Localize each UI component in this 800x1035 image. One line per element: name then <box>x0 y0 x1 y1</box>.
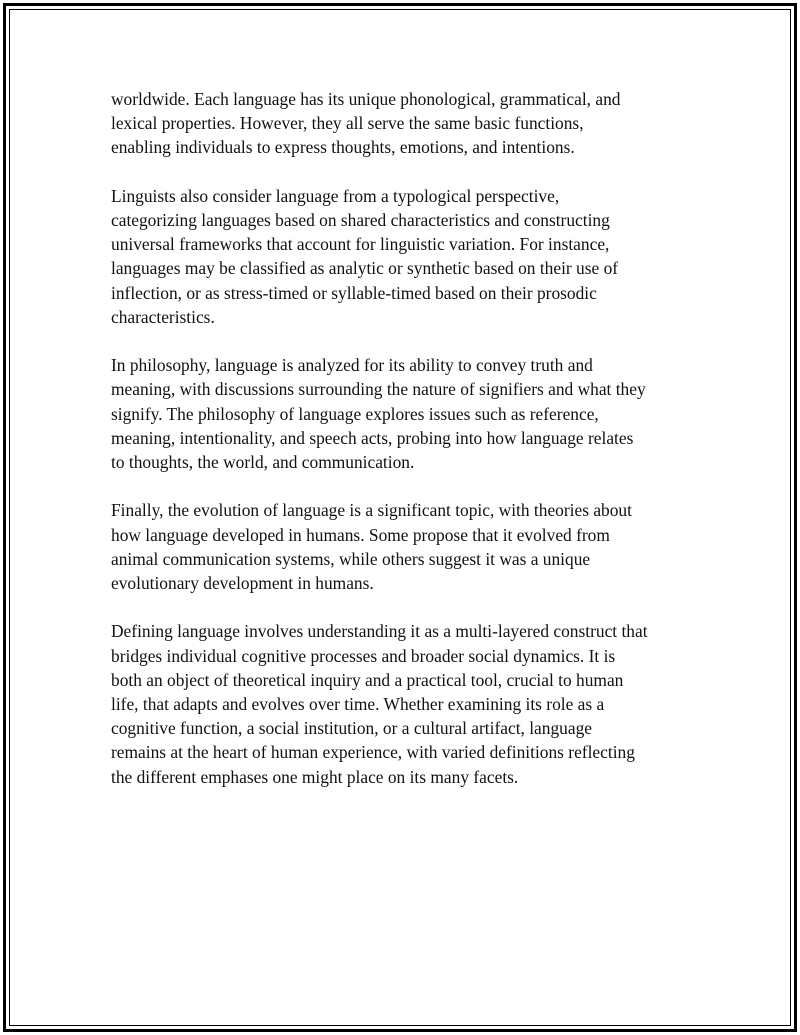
paragraph-evolution-of-language: Finally, the evolution of language is a significant topic, with theories about how language developed in humans. Some propose that it evolved from animal communication systems, while others suggest it was a unique evolutionary development in humans. <box>111 500 632 594</box>
paragraph-languages-worldwide: worldwide. Each language has its unique phonological, grammatical, and lexical properties. However, they all serve the same basic functions, enabling individuals to express thoughts, emotions, and intentions. <box>111 89 621 158</box>
paragraph-typological-perspective: Linguists also consider language from a typological perspective, categorizing languages based on shared characteristics and constructing universal frameworks that account for linguistic variation. For instance, languages may be classified as analytic or synthetic based on their use of inflection, or as stress-timed or syllable-timed based on their prosodic characteristics. <box>111 185 619 327</box>
paragraph-philosophy-of-language: In philosophy, language is analyzed for its ability to convey truth and meaning, with discussions surrounding the nature of signifiers and what they signify. The philosophy of language explores issues such as reference, meaning, intentionality, and speech acts, probing into how language relates to thoughts, the world, and communication. <box>111 355 646 473</box>
paragraph-defining-language: Defining language involves understanding it as a multi-layered construct that bridges individual cognitive processes and broader social dynamics. It is both an object of theoretical inquiry and a practical tool, crucial to human life, that adapts and evolves over time. Whether examining its role as a cognitive function, a social institution, or a cultural artifact, language remains at the heart of human experience, with varied definitions reflecting the different emphases one might place on its many facets. <box>111 621 648 787</box>
document-body <box>111 87 691 813</box>
